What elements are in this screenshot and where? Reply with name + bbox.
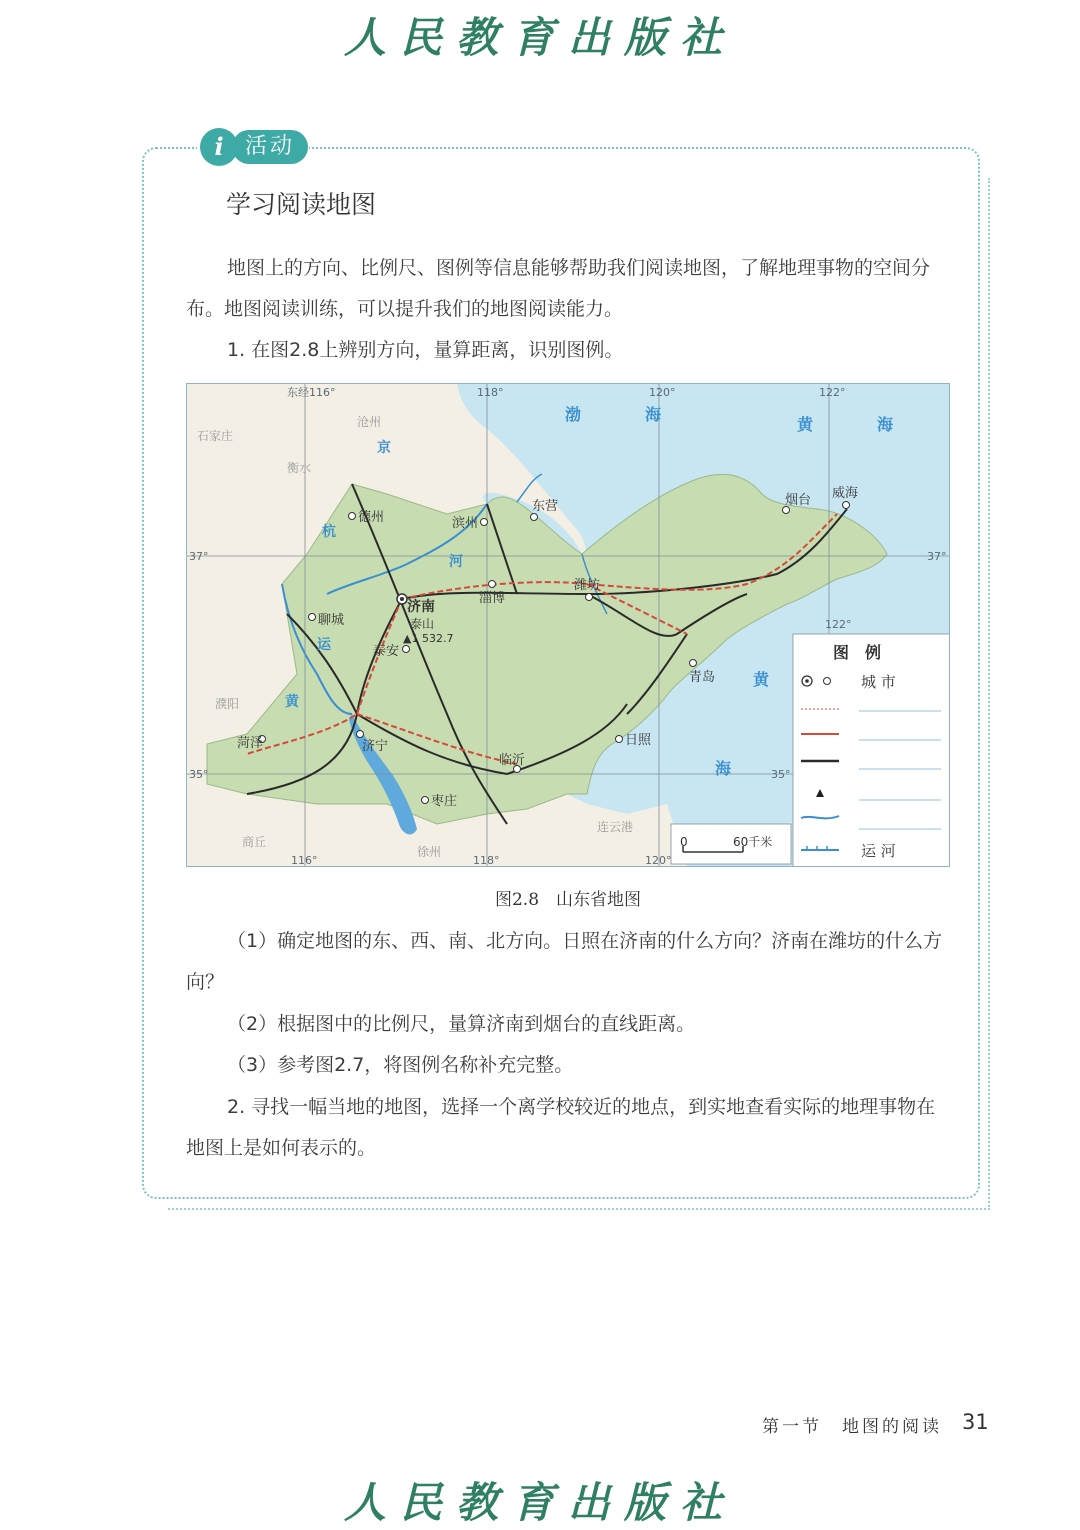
map-lon-bottom-118: 118° (473, 854, 500, 867)
map-place-puyang: 濮阳 (215, 697, 240, 711)
map-city-weihai: 威海 (832, 486, 859, 501)
map-sea-bo: 渤 (565, 405, 582, 424)
legend-city-label: 城 市 (861, 673, 896, 691)
activity-item-2: 2. 寻找一幅当地的地图，选择一个离学校较近的地点，到实地查看实际的地理事物在地图上是如何表示的。 (186, 1096, 936, 1159)
question-3: （3）参考图2.7，将图例名称补充完整。 (227, 1054, 574, 1076)
map-caption: 图2.8 山东省地图 (494, 890, 642, 910)
shandong-map (186, 383, 950, 867)
map-city-dongying: 东营 (532, 499, 559, 514)
legend-canal-label: 运 河 (861, 842, 896, 860)
map-sea-bo-2: 海 (645, 405, 662, 424)
map-city-jining: 济宁 (362, 739, 389, 754)
map-city-qingdao: 青岛 (689, 670, 716, 685)
map-river-char-yun: 运 (317, 637, 331, 653)
activity-box-shadow-bottom (168, 1208, 990, 1210)
map-lon-top-122: 122° (819, 386, 846, 399)
map-city-heze: 菏泽 (237, 736, 264, 751)
map-city-taian: 泰安 (373, 644, 400, 659)
map-place-lianyungang: 连云港 (597, 820, 634, 834)
map-city-rizhao: 日照 (625, 733, 652, 748)
footer-section-title: 第一节 地图的阅读 (762, 1417, 942, 1437)
map-lon-top-116: 东经116° (287, 386, 336, 399)
map-city-zaozhuang: 枣庄 (431, 794, 458, 809)
map-sea-huang-1b: 海 (877, 415, 894, 434)
map-city-liaocheng: 聊城 (318, 613, 345, 628)
question-2: （2）根据图中的比例尺，量算济南到烟台的直线距离。 (227, 1013, 696, 1035)
map-city-jinan: 济南 (407, 599, 435, 615)
map-city-binzhou: 滨州 (452, 516, 479, 531)
activity-item-1: 1. 在图2.8上辨别方向，量算距离，识别图例。 (227, 339, 624, 361)
map-lon-top-120: 120° (649, 386, 676, 399)
map-lon-inner-122: 122° (825, 618, 852, 631)
map-lon-top-118: 118° (477, 386, 504, 399)
map-lat-left-37: 37° (189, 550, 209, 563)
map-lat-right-37: 37° (927, 550, 947, 563)
map-lon-bottom-116: 116° (291, 854, 318, 867)
map-place-cangzhou: 沧州 (357, 415, 382, 429)
map-lon-bottom-120: 120° (645, 854, 672, 867)
question-1: （1）确定地图的东、西、南、北方向。日照在济南的什么方向？济南在潍坊的什么方向？ (186, 930, 943, 993)
map-lat-right-35: 35° (771, 768, 791, 781)
map-scale-label: 60千米 (733, 835, 773, 849)
map-sea-huang-1: 黄 (797, 415, 814, 434)
page-number: 31 (962, 1410, 989, 1434)
activity-intro: 地图上的方向、比例尺、图例等信息能够帮助我们阅读地图，了解地理事物的空间分布。地图阅读训练，可以提升我们的地图阅读能力。 (186, 257, 931, 320)
legend-title: 图 例 (833, 643, 882, 662)
map-place-hengshui: 衡水 (287, 461, 312, 475)
map-city-linyi: 临沂 (499, 753, 526, 768)
legend-city-icon (824, 678, 831, 685)
map-legend (793, 634, 950, 867)
map-scale-zero: 0 (680, 835, 688, 849)
publisher-logo-bottom: 人民教育出版社 (343, 1478, 736, 1527)
map-river-char-jing: 京 (377, 440, 391, 456)
map-city-dezhou: 德州 (358, 510, 385, 525)
map-city-yantai: 烟台 (785, 493, 812, 508)
map-river-char-huang: 黄 (285, 694, 299, 710)
map-place-shijiazhuang: 石家庄 (197, 429, 234, 443)
map-scale-bar (671, 824, 791, 864)
activity-title: 学习阅读地图 (226, 190, 377, 219)
map-city-zibo: 淄博 (479, 591, 506, 606)
map-river-char-hang: 杭 (322, 524, 336, 540)
publisher-logo-top: 人民教育出版社 (343, 13, 736, 62)
map-place-xuzhou: 徐州 (417, 845, 442, 859)
map-city-weifang: 潍坊 (574, 578, 601, 593)
map-mountain-elevation: ▲1 532.7 (403, 632, 454, 645)
map-sea-huang-2b: 海 (715, 759, 732, 778)
activity-icon: i (200, 128, 238, 166)
activity-box-shadow-right (988, 178, 990, 1210)
map-place-shangqiu: 商丘 (242, 835, 267, 849)
map-sea-huang-2: 黄 (753, 670, 770, 689)
map-lat-left-35: 35° (189, 768, 209, 781)
activity-tag-label: 活动 (232, 130, 308, 164)
map-river-char-he: 河 (449, 554, 463, 570)
map-capital-dot (400, 597, 404, 601)
map-mountain-name: 泰山 (410, 617, 435, 631)
